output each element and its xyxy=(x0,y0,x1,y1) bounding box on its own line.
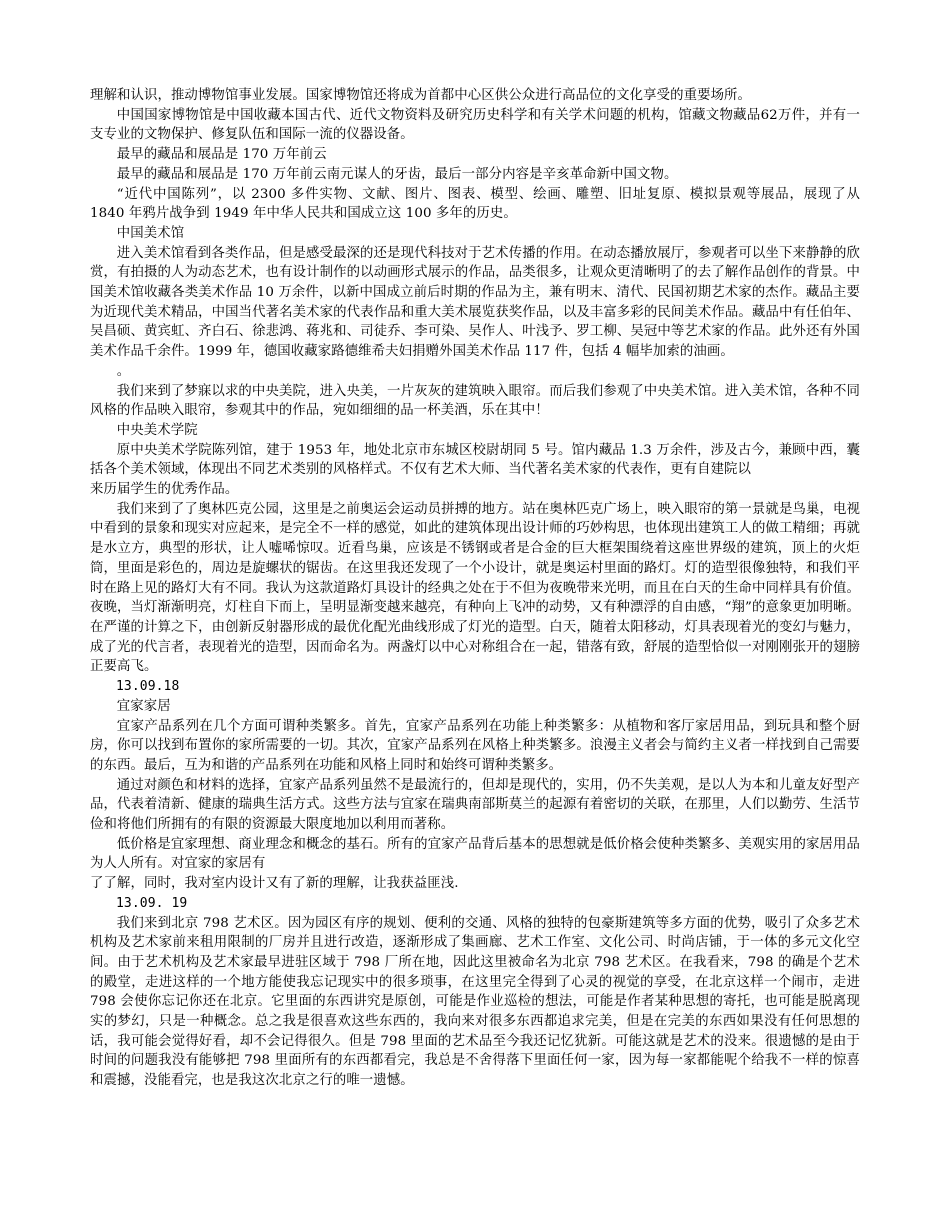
date-line: 13.09.18 xyxy=(116,679,180,695)
paragraph: 我们来到北京 798 艺术区。因为园区有序的规划、便利的交通、风格的独特的包豪斯建筑等多方面的优势，吸引了众多艺术机构及艺术家前来租用限制的厂房并且进行改造，逐渐形成了集画廊、艺术工作室、文化公司、时尚店铺，于一体的多元文化空间。由于艺术机构及艺术家最早进驻区域于 798 厂所在地，因此这里被命名为北京 798 艺术区。在我看来，798 的确是个艺术的殿堂，走进这样的一个地方能使我忘记现实中的很多琐事，在这里完全得到了心灵的视觉的享受，在北京这样一个闹市，走进 798 会使你忘记你还在北京。它里面的东西讲究是原创，可能是作业巡检的想法，可能是作者某种思想的寄托，也可能是脱离现实的梦幻，只是一种概念。总之我是很喜欢这些东西的，我向来对很多东西都追求完美，但是在完美的东西如果没有任何思想的话，我可能会觉得好看，却不会记得很久。但是 798 里面的艺术品至今我还记忆犹新。可能这就是艺术的没来。很遗憾的是由于时间的问题我没有能够把 798 里面所有的东西都看完，我总是不舍得落下里面任何一家，因为每一家都能呢个给我不一样的惊喜和震撼，没能看完，也是我这次北京之行的唯一遗憾。 xyxy=(90,915,860,1089)
paragraph: 我们来到了了奥林匹克公园，这里是之前奥运会运动员拼搏的地方。站在奥林匹克广场上，映入眼帘的第一景就是鸟巢，电视中看到的景象和现实对应起来，是完全不一样的感觉，如此的建筑体现出设计师的巧妙构思，也体现出建筑工人的做工精细；再就是水立方，典型的形状，让人嘘唏惊叹。近看鸟巢，应该是不锈钢或者是合金的巨大框架围绕着这座世界级的建筑，顶上的火炬筒，里面是彩色的，周边是旋螺状的锯齿。在这里我还发现了一个小设计，就是奥运村里面的路灯。灯的造型很像独特，和我们平时在路上见的路灯大有不同。我认为这款道路灯具设计的经典之处在于不但为夜晚带来光明，而且在白天的生命中同样具有价值。夜晚，当灯渐渐明亮，灯柱自下而上，呈明显渐变越来越亮，有种向上飞冲的动势，又有种漂浮的自由感，“翔”的意象更加明晰。在严谨的计算之下，由创新反射器形成的最优化配光曲线形成了灯光的造型。白天，随着太阳移动，灯具表现着光的变幻与魅力，成了光的代言者，表现着光的造型，因而命名为。两盏灯以中心对称组合在一起，错落有致，舒展的造型恰似一对刚刚张开的翅膀正要高飞。 xyxy=(90,501,860,675)
section-heading: 宜家家居 xyxy=(116,698,171,714)
document-body xyxy=(90,86,860,1091)
section-heading: 最早的藏品和展品是 170 万年前云 xyxy=(116,147,327,163)
paragraph: 进入美术馆看到各类作品，但是感受最深的还是现代科技对于艺术传播的作用。在动态播放展厅，参观者可以坐下来静静的欣赏，有拍摄的人为动态艺术，也有设计制作的以动画形式展示的作品，品类很多，让观众更清晰明了的去了解作品创作的背景。中国美术馆收藏各类美术作品 10 万余件，以新中国成立前后时期的作品为主，兼有明末、清代、民国初期艺术家的杰作。藏品主要为近现代美术精品，中国当代著名美术家的代表作品和重大美术展览获奖作品，以及丰富多彩的民间美术作品。藏品中有任伯年、吴昌硕、黄宾虹、齐白石、徐悲鸿、蒋兆和、司徒乔、李可染、吴作人、叶浅予、罗工柳、吴冠中等艺术家的作品。此外还有外国美术作品千余件。1999 年，德国收藏家路德维希夫妇捐赠外国美术作品 117 件，包括 4 幅毕加索的油画。 xyxy=(90,245,860,360)
section-heading: 中央美术学院 xyxy=(116,422,198,438)
punctuation-line: 。 xyxy=(116,363,131,379)
paragraph: 理解和认识，推动博物馆事业发展。国家博物馆还将成为首都中心区供公众进行高品位的文化享受的重要场所。 xyxy=(90,88,752,103)
paragraph: 宜家产品系列在几个方面可谓种类繁多。首先，宜家产品系列在功能上种类繁多：从植物和客厅家居用品，到玩具和整个厨房，你可以找到布置你的家所需要的一切。其次，宜家产品系列在风格上种类繁多。浪漫主义者会与简约主义者一样找到自己需要的东西。最后，互为和谐的产品系列在功能和风格上同时和始终可谓种类繁多。 xyxy=(90,718,860,773)
paragraph: 通过对颜色和材料的选择，宜家产品系列虽然不是最流行的，但却是现代的，实用，仍不失美观，是以人为本和儿童友好型产品，代表着清新、健康的瑞典生活方式。这些方法与宜家在瑞典南部斯莫兰的起源有着密切的关联，在那里，人们以勤劳、生活节俭和将他们所拥有的有限的资源最大限度地加以利用而著称。 xyxy=(90,777,860,833)
paragraph: 来历届学生的优秀作品。 xyxy=(90,482,239,498)
paragraph: 原中央美术学院陈列馆，建于 1953 年，地处北京市东城区校尉胡同 5 号。馆内藏品 1.3 万余件，涉及古今，兼顾中西，囊括各个美术领域，体现出不同艺术类别的风格样式。不仅有艺术大师、当代著名美术家的代表作，更有自建院以 xyxy=(90,442,860,478)
section-heading: 中国美术馆 xyxy=(116,225,185,241)
paragraph: 低价格是宜家理想、商业理念和概念的基石。所有的宜家产品背后基本的思想就是低价格会使种类繁多、美观实用的家居用品为人人所有。对宜家的家居有 xyxy=(90,836,860,872)
paragraph: 中国国家博物馆是中国收藏本国古代、近代文物资料及研究历史科学和有关学术问题的机构，馆藏文物藏品62万件，并有一支专业的文物保护、修复队伍和国际一流的仪器设备。 xyxy=(90,107,860,143)
paragraph: 最早的藏品和展品是 170 万年前云南元谋人的牙齿，最后一部分内容是辛亥革命新中国文物。 xyxy=(116,166,678,182)
paragraph: 我们来到了梦寐以求的中央美院，进入央美，一片灰灰的建筑映入眼帘。而后我们参观了中央美术馆。进入美术馆，各种不同风格的作品映入眼帘，参观其中的作品，宛如细细的品一杯美酒，乐在其中！ xyxy=(90,383,860,419)
paragraph: “近代中国陈列”，以 2300 多件实物、文献、图片、图表、模型、绘画、雕塑、旧址复原、模拟景观等展品，展现了从 1840 年鸦片战争到 1949 年中华人民共和国成立这 100 多年的历史。 xyxy=(90,186,860,222)
paragraph: 了了解，同时，我对室内设计又有了新的理解，让我获益匪浅. xyxy=(90,876,459,892)
date-line: 13.09. 19 xyxy=(116,895,188,911)
